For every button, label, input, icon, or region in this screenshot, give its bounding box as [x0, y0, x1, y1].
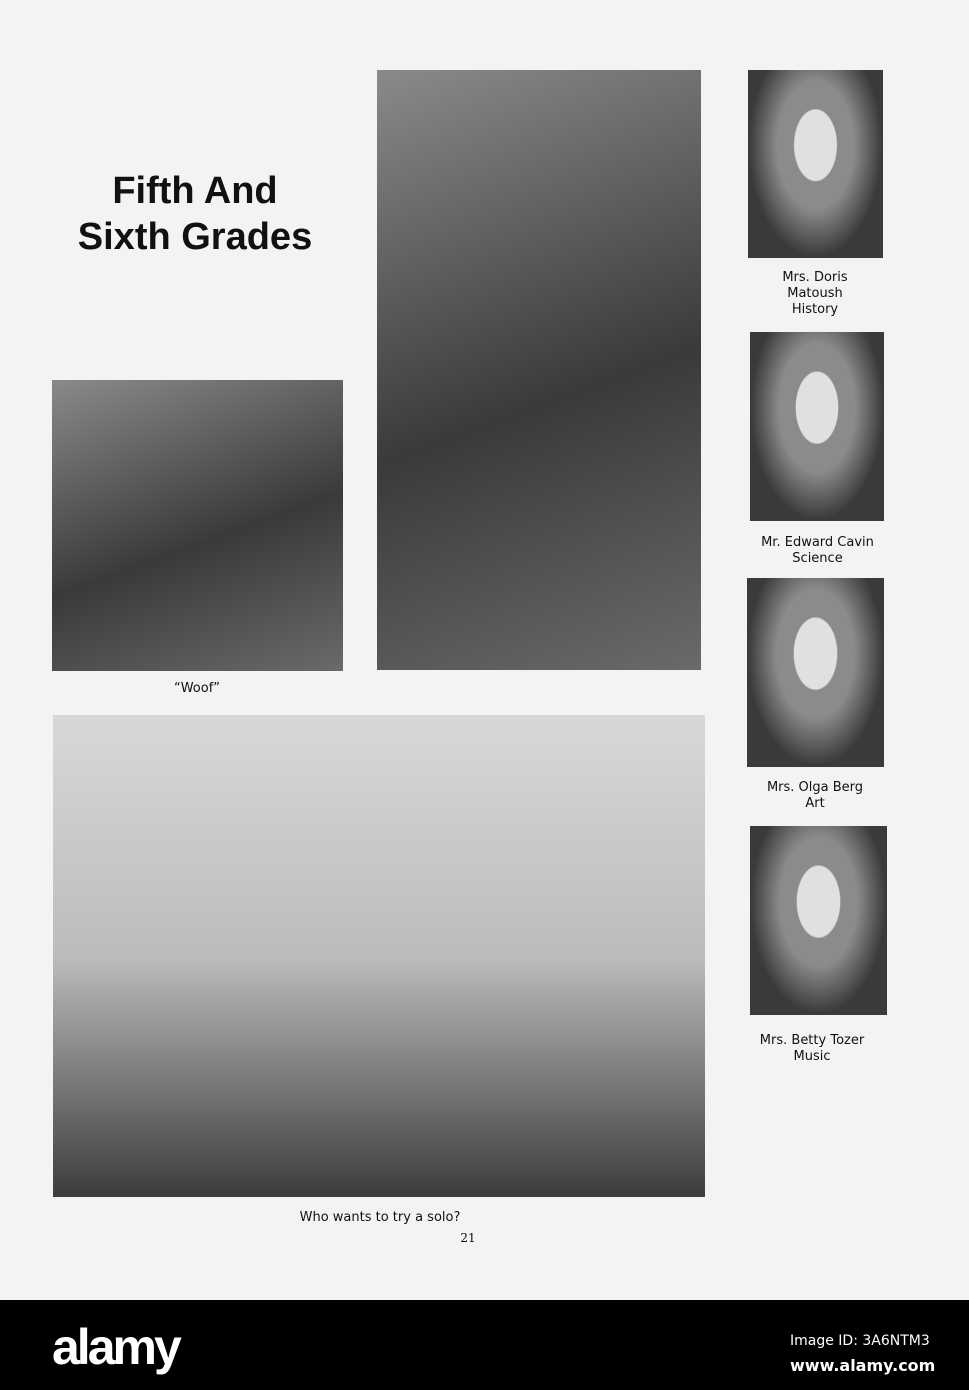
caption-solo: Who wants to try a solo? — [299, 1210, 461, 1225]
portrait-caption — [735, 270, 895, 318]
portrait-caption — [735, 780, 895, 812]
image-id: Image ID: 3A6NTM3 — [790, 1333, 930, 1349]
portrait-matoush — [748, 70, 883, 258]
alamy-logo: alamy — [52, 1319, 179, 1375]
caption-woof: “Woof” — [173, 681, 221, 696]
portrait-berg — [747, 578, 884, 767]
teacher-name: Mr. Edward Cavin — [761, 535, 874, 550]
title-line-2: Sixth Grades — [77, 216, 313, 258]
teacher-name: Mrs. Betty Tozer — [759, 1033, 865, 1048]
portrait-caption — [735, 535, 900, 567]
page-number: 21 — [460, 1231, 476, 1245]
teacher-subject: Science — [792, 551, 843, 566]
page-title — [40, 168, 350, 260]
photo-teacher-bulletin-board — [377, 70, 701, 670]
teacher-subject: History — [791, 302, 839, 317]
teacher-subject: Music — [793, 1049, 831, 1064]
title-line-1: Fifth And — [112, 170, 278, 212]
portrait-cavin — [750, 332, 884, 521]
site-url: www.alamy.com — [790, 1356, 936, 1375]
teacher-subject: Art — [805, 796, 825, 811]
portrait-caption — [732, 1033, 892, 1065]
teacher-name-2: Matoush — [787, 286, 843, 301]
photo-teacher-at-desk — [52, 380, 343, 671]
teacher-name: Mrs. Doris — [782, 270, 848, 285]
photo-classroom-music — [53, 715, 705, 1197]
teacher-name: Mrs. Olga Berg — [766, 780, 864, 795]
portrait-tozer — [750, 826, 887, 1015]
